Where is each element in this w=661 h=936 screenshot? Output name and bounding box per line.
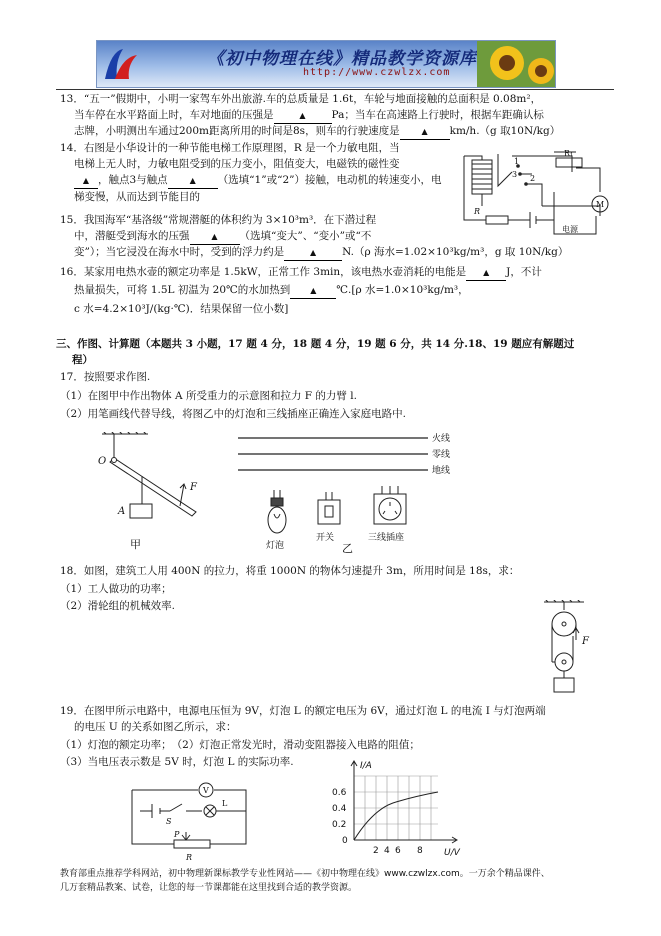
three-pin-socket-icon [374,486,406,524]
bulb-icon [268,490,286,533]
q19-line2: 的电压 U 的关系如图乙所示，求： [74,721,237,733]
graph-ytick-0-2: 0.2 [332,820,347,830]
q14-line3: ▲ ，触点3与触点 ▲ （选填“1”或“2”）接触，电动机的转速变小，电 [74,173,442,189]
switch-icon [318,492,340,524]
graph-x-axis-label: U/V [444,848,460,858]
footer-line-1: 教育部重点推荐学科网站，初中物理新课标教学专业性网站——《初中物理在线》www.czwlzx.com。一万余个精品课件、 [60,869,550,879]
graph-ytick-0-6: 0.6 [332,788,347,798]
bulb-label: 灯泡 [266,541,285,551]
lamp-circuit-figure [126,776,258,864]
site-banner [96,40,556,88]
graph-xtick-8: 8 [417,846,423,856]
graph-xtick-4: 4 [384,846,390,856]
graph-xtick-2: 2 [373,846,379,856]
q17-line2: （1）在图甲中作出物体 A 所受重力的示意图和拉力 F 的力臂 l. [60,390,357,402]
graph-ytick-0: 0 [342,836,348,846]
switch-label: 开关 [316,533,335,543]
q19-line3: （1）灯泡的额定功率； （2）灯泡正常发光时，滑动变阻器接入电路的阻值； [60,739,420,751]
q14-blank-1[interactable]: ▲ [74,173,98,189]
q15-blank-1[interactable]: ▲ [190,229,240,245]
graph-ytick-0-4: 0.4 [332,804,347,814]
elevator-contact-2: 2 [530,174,536,183]
q13-blank-2[interactable]: ▲ [400,124,450,140]
figure-yi-caption: 乙 [342,542,353,555]
q18-line2: （1）工人做功的功率； [60,583,172,595]
banner-title: 《初中物理在线》精品教学资源库 [207,49,477,69]
q17-line3: （2）用笔画线代替导线，将图乙中的灯泡和三线插座正确连入家庭电路中. [60,408,407,420]
elevator-contact-1: 1 [514,157,520,166]
q14-line4: 梯变慢，从而达到节能目的 [74,191,200,203]
q18-line3: （2）滑轮组的机械效率. [60,600,176,612]
figure-jia-caption: 甲 [130,538,141,550]
header-rule [56,89,614,90]
elevator-r1-label: R₁ [564,149,574,158]
voltmeter-icon: V [203,786,209,795]
lever-object-label: A [118,506,126,517]
q14-line1: 14．右图是小华设计的一种节能电梯工作原理图，R 是一个力敏电阻，当 [60,142,400,154]
lever-force-label: F [190,482,197,493]
q15-line3: 变”）；当它浸没在海水中时，受到的浮力约是 ▲ N.（ρ 海水=1.02×10³kg/m³，g 取 10N/kg） [74,245,568,261]
slider-p-label: P [174,830,180,839]
q16-line1: 16．某家用电热水壶的额定功率是 1.5kW，正常工作 3min，该电热水壶消耗的电能是 ▲ J，不计 [60,265,542,281]
elevator-contact-3: 3 [512,170,518,179]
lever-pivot-label: O [98,456,107,467]
elevator-r-label: R [474,207,481,216]
socket-label: 三线插座 [368,533,405,543]
elevator-power-label: 电源 [562,225,578,234]
q18-line1: 18．如图，建筑工人用 400N 的拉力，将重 1000N 的物体匀速提升 3m，所用时间是 18s，求： [60,565,520,577]
pulley-force-label: F [582,636,589,647]
q16-line2: 热量损失，可将 1.5L 初温为 20℃的水加热到 ▲ ℃.[ρ 水=1.0×10³kg/m³， [74,283,469,299]
q19-line1: 19．在图甲所示电路中，电源电压恒为 9V，灯泡 L 的额定电压为 6V，通过灯泡 L 的电流 I 与灯泡两端 [60,705,546,717]
sunflower-icon [477,41,555,87]
ground-wire-label: 地线 [432,466,451,476]
rheostat-r-label: R [186,853,193,862]
q17-line1: 17．按照要求作图. [60,371,151,383]
site-logo-icon [101,45,141,83]
footer-line-2: 几万套精品教案、试卷，让您的每一节课都能在这里找到合适的教学资源。 [60,883,358,893]
q16-blank-2[interactable]: ▲ [290,283,336,299]
graph-xtick-6: 6 [395,846,401,856]
pulley-figure [540,600,600,696]
q14-blank-2[interactable]: ▲ [168,173,218,189]
home-wiring-figure [232,428,472,556]
live-wire-label: 火线 [432,434,451,444]
q19-line4: （3）当电压表示数是 5V 时，灯泡 L 的实际功率. [60,756,294,768]
lever-figure [84,432,214,550]
q14-line2: 电梯上无人时，力敏电阻受到的压力变小，阻值变大，电磁铁的磁性变 [74,158,400,170]
switch-s-label: S [166,817,172,826]
current-voltage-graph [326,758,472,860]
neutral-wire-label: 零线 [432,450,451,460]
q15-line2: 中，潜艇受到海水的压强 ▲ （选填“变大”、“变小”或“不 [74,229,371,245]
graph-y-axis-label: I/A [360,761,372,771]
q16-blank-1[interactable]: ▲ [466,265,506,281]
q13-line3: 志牌，小明测出车通过200m距离所用的时间是8s，则车的行驶速度是 ▲ km/h.（g 取10N/kg） [74,124,560,140]
elevator-circuit-figure [446,146,622,238]
banner-url[interactable]: http://www.czwlzx.com [303,67,451,78]
lamp-l-label: L [222,799,228,808]
q15-line1: 15．我国海军“基洛级”常规潜艇的体积约为 3×10³m³．在下潜过程 [60,214,377,226]
section-three-heading: 三、作图、计算题（本题共 3 小题，17 题 4 分，18 题 4 分，19 题 6 分，共 14 分.18、19 题应有解题过 [56,338,575,350]
q16-line3: c 水=4.2×10³J/(kg·℃)．结果保留一位小数] [74,303,289,315]
section-three-heading-cont: 程） [72,354,93,366]
q13-line2: 当车停在水平路面上时，车对地面的压强是 ▲ Pa；当车在高速路上行驶时，根据车距确认标 [74,108,544,124]
q13-blank-1[interactable]: ▲ [274,108,332,124]
q13-line1: 13．“五一”假期中，小明一家驾车外出旅游.车的总质量是 1.6t，车轮与地面接触的总面积是 0.08m²， [60,93,542,105]
motor-icon: M [596,200,605,209]
q15-blank-2[interactable]: ▲ [284,245,342,261]
